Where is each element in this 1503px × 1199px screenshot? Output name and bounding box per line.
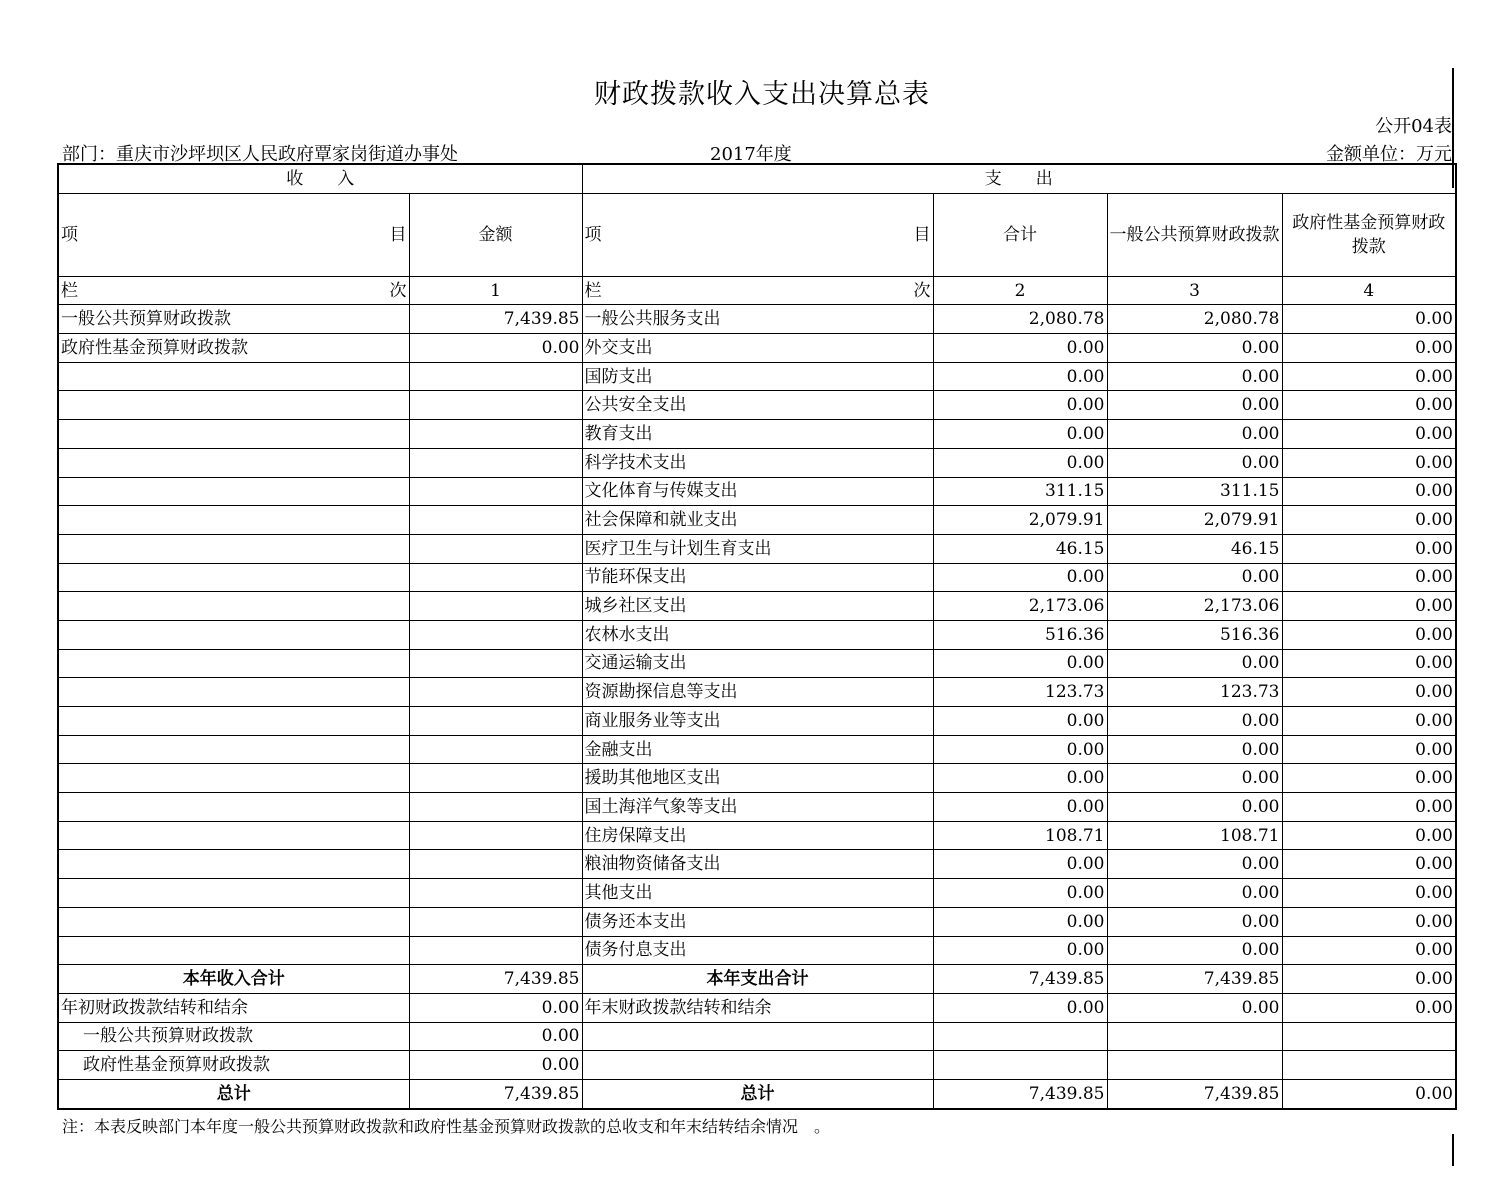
table-row: [58, 334, 1456, 363]
expense-total: 0.00: [933, 448, 1107, 477]
income-item: [58, 620, 409, 649]
expense-general-budget: 0.00: [1107, 993, 1282, 1022]
table-row: [58, 678, 1456, 707]
expense-total: 0.00: [933, 764, 1107, 793]
expense-item: 债务还本支出: [582, 907, 933, 936]
expense-general-budget: 0.00: [1107, 764, 1282, 793]
income-item: [58, 936, 409, 965]
expense-total: 46.15: [933, 534, 1107, 563]
income-amount: 0.00: [409, 1051, 582, 1080]
income-amount: [409, 850, 582, 879]
income-amount: [409, 420, 582, 449]
expense-item: 一般公共服务支出: [582, 305, 933, 334]
expense-total: 0.00: [933, 420, 1107, 449]
expense-fund-budget: 0.00: [1282, 391, 1456, 420]
expense-item: 外交支出: [582, 334, 933, 363]
table-row: [58, 850, 1456, 879]
income-item: [58, 649, 409, 678]
income-item: 总计: [58, 1079, 409, 1108]
expense-general-budget: 0.00: [1107, 391, 1282, 420]
expense-general-budget: 0.00: [1107, 649, 1282, 678]
income-amount: [409, 764, 582, 793]
expense-total: 0.00: [933, 793, 1107, 822]
table-row: [58, 506, 1456, 535]
expense-general-budget: 0.00: [1107, 448, 1282, 477]
expense-general-budget: 2,080.78: [1107, 305, 1282, 334]
year-total-row: [58, 965, 1456, 994]
expense-total-header: 合计: [933, 193, 1107, 276]
expense-total: 0.00: [933, 735, 1107, 764]
income-item: 一般公共预算财政拨款: [58, 305, 409, 334]
expense-fund-budget: 0.00: [1282, 907, 1456, 936]
income-amount: [409, 936, 582, 965]
income-amount: [409, 563, 582, 592]
expense-item: 文化体育与传媒支出: [582, 477, 933, 506]
income-item: 年初财政拨款结转和结余: [58, 993, 409, 1022]
income-amount: 0.00: [409, 334, 582, 363]
expense-total: [933, 1022, 1107, 1051]
expense-fund-budget: 0.00: [1282, 448, 1456, 477]
expense-section-header: 支 出: [582, 164, 1456, 193]
income-item: [58, 477, 409, 506]
expense-total: 0.00: [933, 850, 1107, 879]
expense-general-budget: 7,439.85: [1107, 965, 1282, 994]
expense-item: [582, 1022, 933, 1051]
expense-item: 债务付息支出: [582, 936, 933, 965]
income-amount: 7,439.85: [409, 1079, 582, 1108]
expense-total: 108.71: [933, 821, 1107, 850]
expense-item: 国防支出: [582, 362, 933, 391]
income-item-header: 项 目: [58, 193, 409, 276]
income-amount: [409, 448, 582, 477]
expense-general-budget: 2,079.91: [1107, 506, 1282, 535]
footnote: 注：本表反映部门本年度一般公共预算财政拨款和政府性基金预算财政拨款的总收支和年末结转结余情况 。: [62, 1117, 831, 1136]
income-item: [58, 764, 409, 793]
expense-total: 2,173.06: [933, 592, 1107, 621]
income-item: [58, 735, 409, 764]
expense-item: 公共安全支出: [582, 391, 933, 420]
carryover-row: [58, 993, 1456, 1022]
expense-item: 援助其他地区支出: [582, 764, 933, 793]
expense-total: 0.00: [933, 362, 1107, 391]
expense-total: 516.36: [933, 620, 1107, 649]
expense-total: [933, 1051, 1107, 1080]
expense-item: 医疗卫生与计划生育支出: [582, 534, 933, 563]
expense-general-budget: [1107, 1051, 1282, 1080]
expense-general-budget: 0.00: [1107, 793, 1282, 822]
income-amount: [409, 735, 582, 764]
income-section-header: 收 入: [58, 164, 582, 193]
expense-item: 总计: [582, 1079, 933, 1108]
expense-item-header: 项 目: [582, 193, 933, 276]
expense-item: 本年支出合计: [582, 965, 933, 994]
income-item: [58, 821, 409, 850]
edge-bar-bottom: [1452, 1134, 1454, 1166]
expense-fund-budget: 0.00: [1282, 735, 1456, 764]
expense-general-budget: 123.73: [1107, 678, 1282, 707]
expense-item: [582, 1051, 933, 1080]
income-item: [58, 850, 409, 879]
amount-unit: 金额单位：万元: [1326, 144, 1452, 165]
expense-total: 0.00: [933, 907, 1107, 936]
expense-column-label: 栏 次: [582, 276, 933, 305]
expense-general-budget: 516.36: [1107, 620, 1282, 649]
expense-general-budget: 108.71: [1107, 821, 1282, 850]
expense-fund-budget: 0.00: [1282, 879, 1456, 908]
budget-summary-table: [57, 163, 1457, 1110]
fiscal-year: 2017年度: [710, 144, 792, 165]
expense-fund-budget: 0.00: [1282, 821, 1456, 850]
table-row: [58, 707, 1456, 736]
income-amount: 7,439.85: [409, 305, 582, 334]
income-amount: [409, 620, 582, 649]
expense-item: 年末财政拨款结转和结余: [582, 993, 933, 1022]
income-item: [58, 678, 409, 707]
expense-item: 交通运输支出: [582, 649, 933, 678]
income-item: [58, 448, 409, 477]
expense-fund-budget: 0.00: [1282, 506, 1456, 535]
column-number-1: 1: [409, 276, 582, 305]
expense-fund-budget: [1282, 1022, 1456, 1051]
expense-item: 科学技术支出: [582, 448, 933, 477]
income-amount-header: 金额: [409, 193, 582, 276]
expense-total: 123.73: [933, 678, 1107, 707]
expense-item: 社会保障和就业支出: [582, 506, 933, 535]
income-item: [58, 793, 409, 822]
expense-general-budget: 0.00: [1107, 907, 1282, 936]
income-item: [58, 362, 409, 391]
table-row: [58, 448, 1456, 477]
expense-total: 2,080.78: [933, 305, 1107, 334]
fund-budget-header: 政府性基金预算财政拨款: [1282, 193, 1456, 276]
expense-general-budget: 0.00: [1107, 936, 1282, 965]
table-row: [58, 391, 1456, 420]
income-item: [58, 563, 409, 592]
expense-total: 2,079.91: [933, 506, 1107, 535]
expense-general-budget: 0.00: [1107, 362, 1282, 391]
income-amount: [409, 592, 582, 621]
table-row: [58, 305, 1456, 334]
expense-total: 311.15: [933, 477, 1107, 506]
expense-fund-budget: 0.00: [1282, 592, 1456, 621]
expense-general-budget: 0.00: [1107, 420, 1282, 449]
income-amount: [409, 707, 582, 736]
expense-general-budget: 46.15: [1107, 534, 1282, 563]
income-item: 政府性基金预算财政拨款: [58, 1051, 409, 1080]
table-row: [58, 362, 1456, 391]
expense-item: 商业服务业等支出: [582, 707, 933, 736]
income-amount: [409, 362, 582, 391]
expense-fund-budget: 0.00: [1282, 334, 1456, 363]
expense-total: 0.00: [933, 334, 1107, 363]
table-row: [58, 793, 1456, 822]
table-row: [58, 821, 1456, 850]
table-row: [58, 592, 1456, 621]
expense-general-budget: 311.15: [1107, 477, 1282, 506]
page-title: 财政拨款收入支出决算总表: [594, 79, 930, 110]
table-row: [58, 907, 1456, 936]
expense-fund-budget: 0.00: [1282, 362, 1456, 391]
expense-general-budget: 0.00: [1107, 879, 1282, 908]
grand-total-row: [58, 1079, 1456, 1108]
table-row: [58, 620, 1456, 649]
expense-item: 国土海洋气象等支出: [582, 793, 933, 822]
income-item: [58, 420, 409, 449]
header-row-columns: [58, 193, 1456, 276]
expense-general-budget: 0.00: [1107, 563, 1282, 592]
income-amount: 7,439.85: [409, 965, 582, 994]
expense-total: 0.00: [933, 993, 1107, 1022]
expense-fund-budget: 0.00: [1282, 534, 1456, 563]
income-amount: [409, 821, 582, 850]
expense-item: 节能环保支出: [582, 563, 933, 592]
form-number: 公开04表: [1375, 116, 1452, 137]
expense-total: 0.00: [933, 649, 1107, 678]
expense-fund-budget: 0.00: [1282, 678, 1456, 707]
expense-item: 其他支出: [582, 879, 933, 908]
income-amount: [409, 477, 582, 506]
column-number-3: 3: [1107, 276, 1282, 305]
income-item: 政府性基金预算财政拨款: [58, 334, 409, 363]
table-row: [58, 735, 1456, 764]
expense-general-budget: 2,173.06: [1107, 592, 1282, 621]
expense-item: 住房保障支出: [582, 821, 933, 850]
income-amount: [409, 678, 582, 707]
expense-item: 资源勘探信息等支出: [582, 678, 933, 707]
income-item: [58, 506, 409, 535]
income-item: [58, 391, 409, 420]
expense-fund-budget: 0.00: [1282, 936, 1456, 965]
expense-fund-budget: 0.00: [1282, 420, 1456, 449]
expense-total: 0.00: [933, 879, 1107, 908]
expense-item: 城乡社区支出: [582, 592, 933, 621]
header-row-column-numbers: [58, 276, 1456, 305]
expense-general-budget: 0.00: [1107, 334, 1282, 363]
table-row: [58, 563, 1456, 592]
income-amount: [409, 534, 582, 563]
income-amount: [409, 907, 582, 936]
income-item: 本年收入合计: [58, 965, 409, 994]
carryover-row: [58, 1022, 1456, 1051]
expense-general-budget: [1107, 1022, 1282, 1051]
expense-total: 0.00: [933, 391, 1107, 420]
expense-fund-budget: 0.00: [1282, 620, 1456, 649]
income-item: [58, 879, 409, 908]
table-row: [58, 477, 1456, 506]
expense-general-budget: 0.00: [1107, 850, 1282, 879]
table-row: [58, 936, 1456, 965]
expense-total: 7,439.85: [933, 965, 1107, 994]
table-row: [58, 649, 1456, 678]
income-amount: [409, 506, 582, 535]
expense-total: 0.00: [933, 563, 1107, 592]
carryover-row: [58, 1051, 1456, 1080]
income-item: [58, 707, 409, 736]
table-row: [58, 420, 1456, 449]
expense-fund-budget: 0.00: [1282, 965, 1456, 994]
income-column-label: 栏 次: [58, 276, 409, 305]
income-item: [58, 534, 409, 563]
expense-fund-budget: 0.00: [1282, 850, 1456, 879]
expense-fund-budget: 0.00: [1282, 707, 1456, 736]
expense-general-budget: 0.00: [1107, 707, 1282, 736]
expense-item: 教育支出: [582, 420, 933, 449]
income-amount: [409, 793, 582, 822]
header-row-sections: [58, 164, 1456, 193]
table-row: [58, 534, 1456, 563]
expense-general-budget: 0.00: [1107, 735, 1282, 764]
expense-item: 金融支出: [582, 735, 933, 764]
general-budget-header: 一般公共预算财政拨款: [1107, 193, 1282, 276]
table-row: [58, 764, 1456, 793]
income-amount: 0.00: [409, 993, 582, 1022]
expense-total: 7,439.85: [933, 1079, 1107, 1108]
income-item: [58, 907, 409, 936]
expense-total: 0.00: [933, 936, 1107, 965]
income-amount: [409, 649, 582, 678]
income-amount: [409, 391, 582, 420]
column-number-2: 2: [933, 276, 1107, 305]
expense-fund-budget: 0.00: [1282, 305, 1456, 334]
expense-fund-budget: 0.00: [1282, 649, 1456, 678]
expense-fund-budget: 0.00: [1282, 477, 1456, 506]
income-item: [58, 592, 409, 621]
income-amount: 0.00: [409, 1022, 582, 1051]
expense-fund-budget: 0.00: [1282, 993, 1456, 1022]
expense-fund-budget: 0.00: [1282, 1079, 1456, 1108]
expense-general-budget: 7,439.85: [1107, 1079, 1282, 1108]
income-amount: [409, 879, 582, 908]
column-number-4: 4: [1282, 276, 1456, 305]
expense-item: 粮油物资储备支出: [582, 850, 933, 879]
expense-fund-budget: [1282, 1051, 1456, 1080]
expense-fund-budget: 0.00: [1282, 563, 1456, 592]
expense-fund-budget: 0.00: [1282, 764, 1456, 793]
expense-item: 农林水支出: [582, 620, 933, 649]
department-label: 部门：重庆市沙坪坝区人民政府覃家岗街道办事处: [62, 144, 458, 165]
income-item: 一般公共预算财政拨款: [58, 1022, 409, 1051]
table-row: [58, 879, 1456, 908]
expense-total: 0.00: [933, 707, 1107, 736]
expense-fund-budget: 0.00: [1282, 793, 1456, 822]
